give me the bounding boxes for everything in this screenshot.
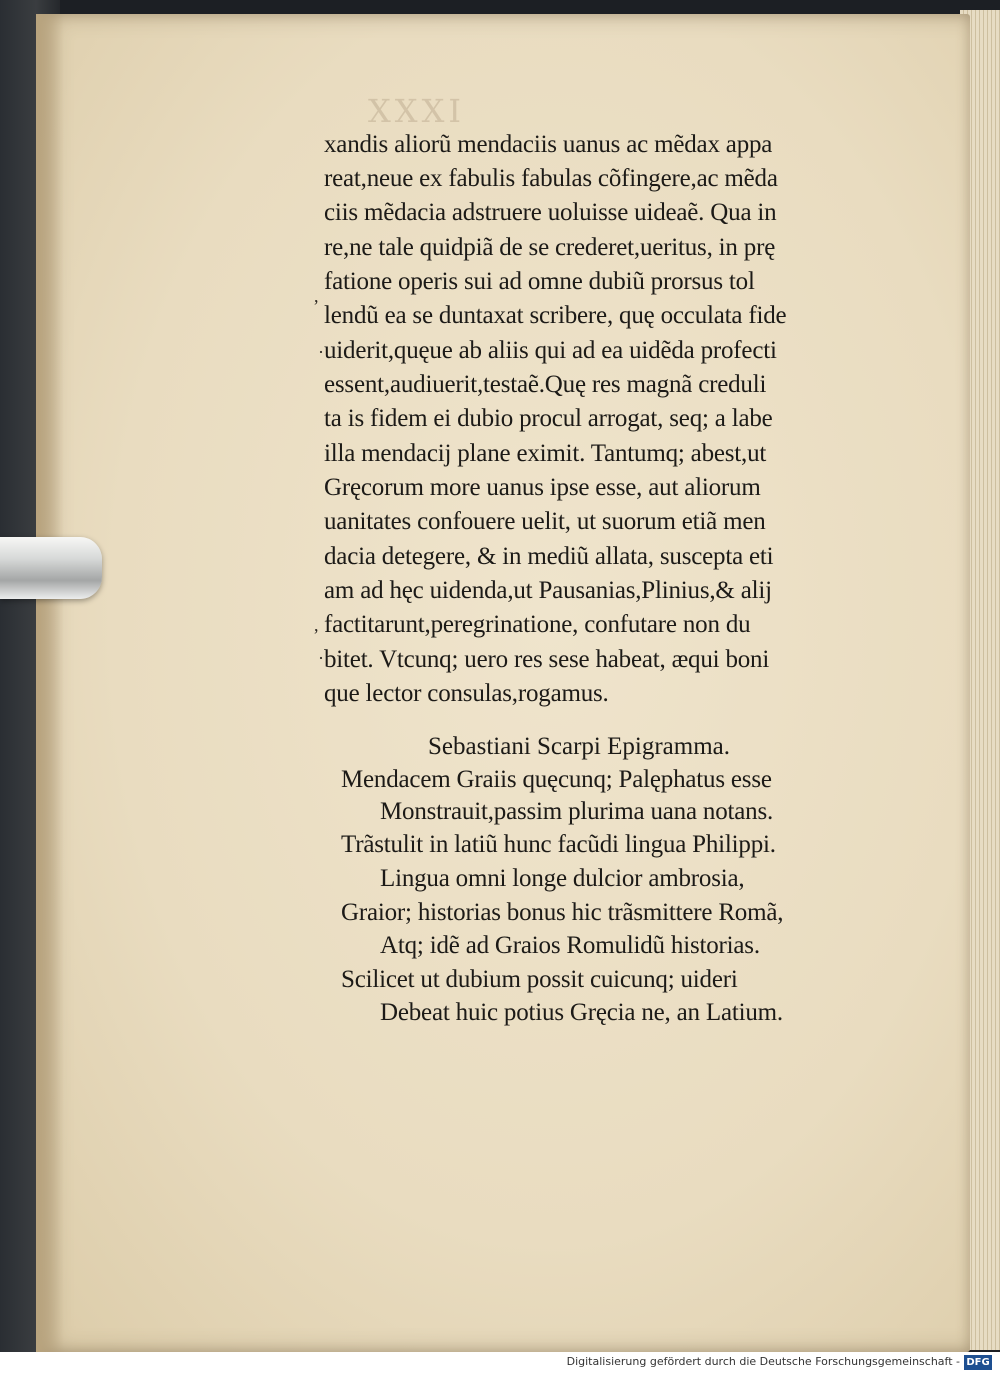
prose-line: uanitates confouere uelit, ut suorum etiã men (324, 508, 766, 535)
verse-line: Lingua omni longe dulcior ambrosia, (380, 865, 745, 892)
prose-line: Gręcorum more uanus ipse esse, aut aliorum (324, 474, 761, 501)
prose-line: am ad hęc uidenda,ut Pausanias,Plinius,& alij (324, 577, 772, 604)
verse-line: Graior; historias bonus hic trãsmittere Romã, (341, 899, 784, 926)
verse-line: Mendacem Graiis quęcunq; Palęphatus esse (341, 766, 772, 793)
page-gutter (36, 14, 64, 1352)
prose-line: reat,neue ex fabulis fabulas cõfingere,ac mẽda (324, 165, 778, 192)
footer-credit: Digitalisierung gefördert durch die Deutsche Forschungsgemeinschaft - (566, 1355, 960, 1368)
margin-mark: , (314, 286, 319, 306)
prose-line: ciis mẽdacia adstruere uoluisse uideaẽ. Qua in (324, 199, 777, 226)
prose-line: bitet. Vtcunq; uero res sese habeat, æqui boni (324, 646, 770, 673)
verse-line: Trãstulit in latiũ hunc facũdi lingua Philippi. (341, 831, 776, 858)
prose-line: dacia detegere, & in mediũ allata, suscepta eti (324, 543, 774, 570)
margin-mark: , (314, 615, 319, 635)
prose-line: factitarunt,peregrinatione, confutare non du (324, 611, 751, 638)
running-head-show-through: XXXI (368, 92, 465, 130)
prose-line: re,ne tale quidpiã de se crederet,ueritus, in prę (324, 234, 776, 261)
prose-line: uiderit,quęue ab aliis qui ad ea uidẽda profecti (324, 337, 777, 364)
verse-line: Debeat huic potius Gręcia ne, an Latium. (380, 999, 783, 1026)
prose-line: fatione operis sui ad omne dubiũ prorsus tol (324, 268, 755, 295)
verse-line: Scilicet ut dubium possit cuicunq; uideri (341, 966, 738, 993)
verse-line: Atq; idẽ ad Graios Romulidũ historias. (380, 932, 760, 959)
margin-mark: · (318, 648, 324, 668)
margin-mark: · (318, 342, 324, 362)
prose-line: lendũ ea se duntaxat scribere, quę occulata fide (324, 302, 787, 329)
glass-page-weight (0, 537, 102, 599)
prose-line: ta is fidem ei dubio procul arrogat, seq; a labe (324, 405, 773, 432)
verse-line: Monstrauit,passim plurima uana notans. (380, 798, 774, 825)
prose-line: xandis aliorũ mendaciis uanus ac mẽdax appa (324, 131, 773, 158)
prose-line: que lector consulas,rogamus. (324, 680, 609, 707)
prose-line: illa mendacij plane eximit. Tantumq; abest,ut (324, 440, 767, 467)
dfg-logo-icon: DFG (964, 1355, 992, 1370)
prose-line: essent,audiuerit,testaẽ.Quę res magnã creduli (324, 371, 767, 398)
footer-bar (0, 1352, 1000, 1374)
epigram-heading: Sebastiani Scarpi Epigramma. (428, 733, 731, 760)
